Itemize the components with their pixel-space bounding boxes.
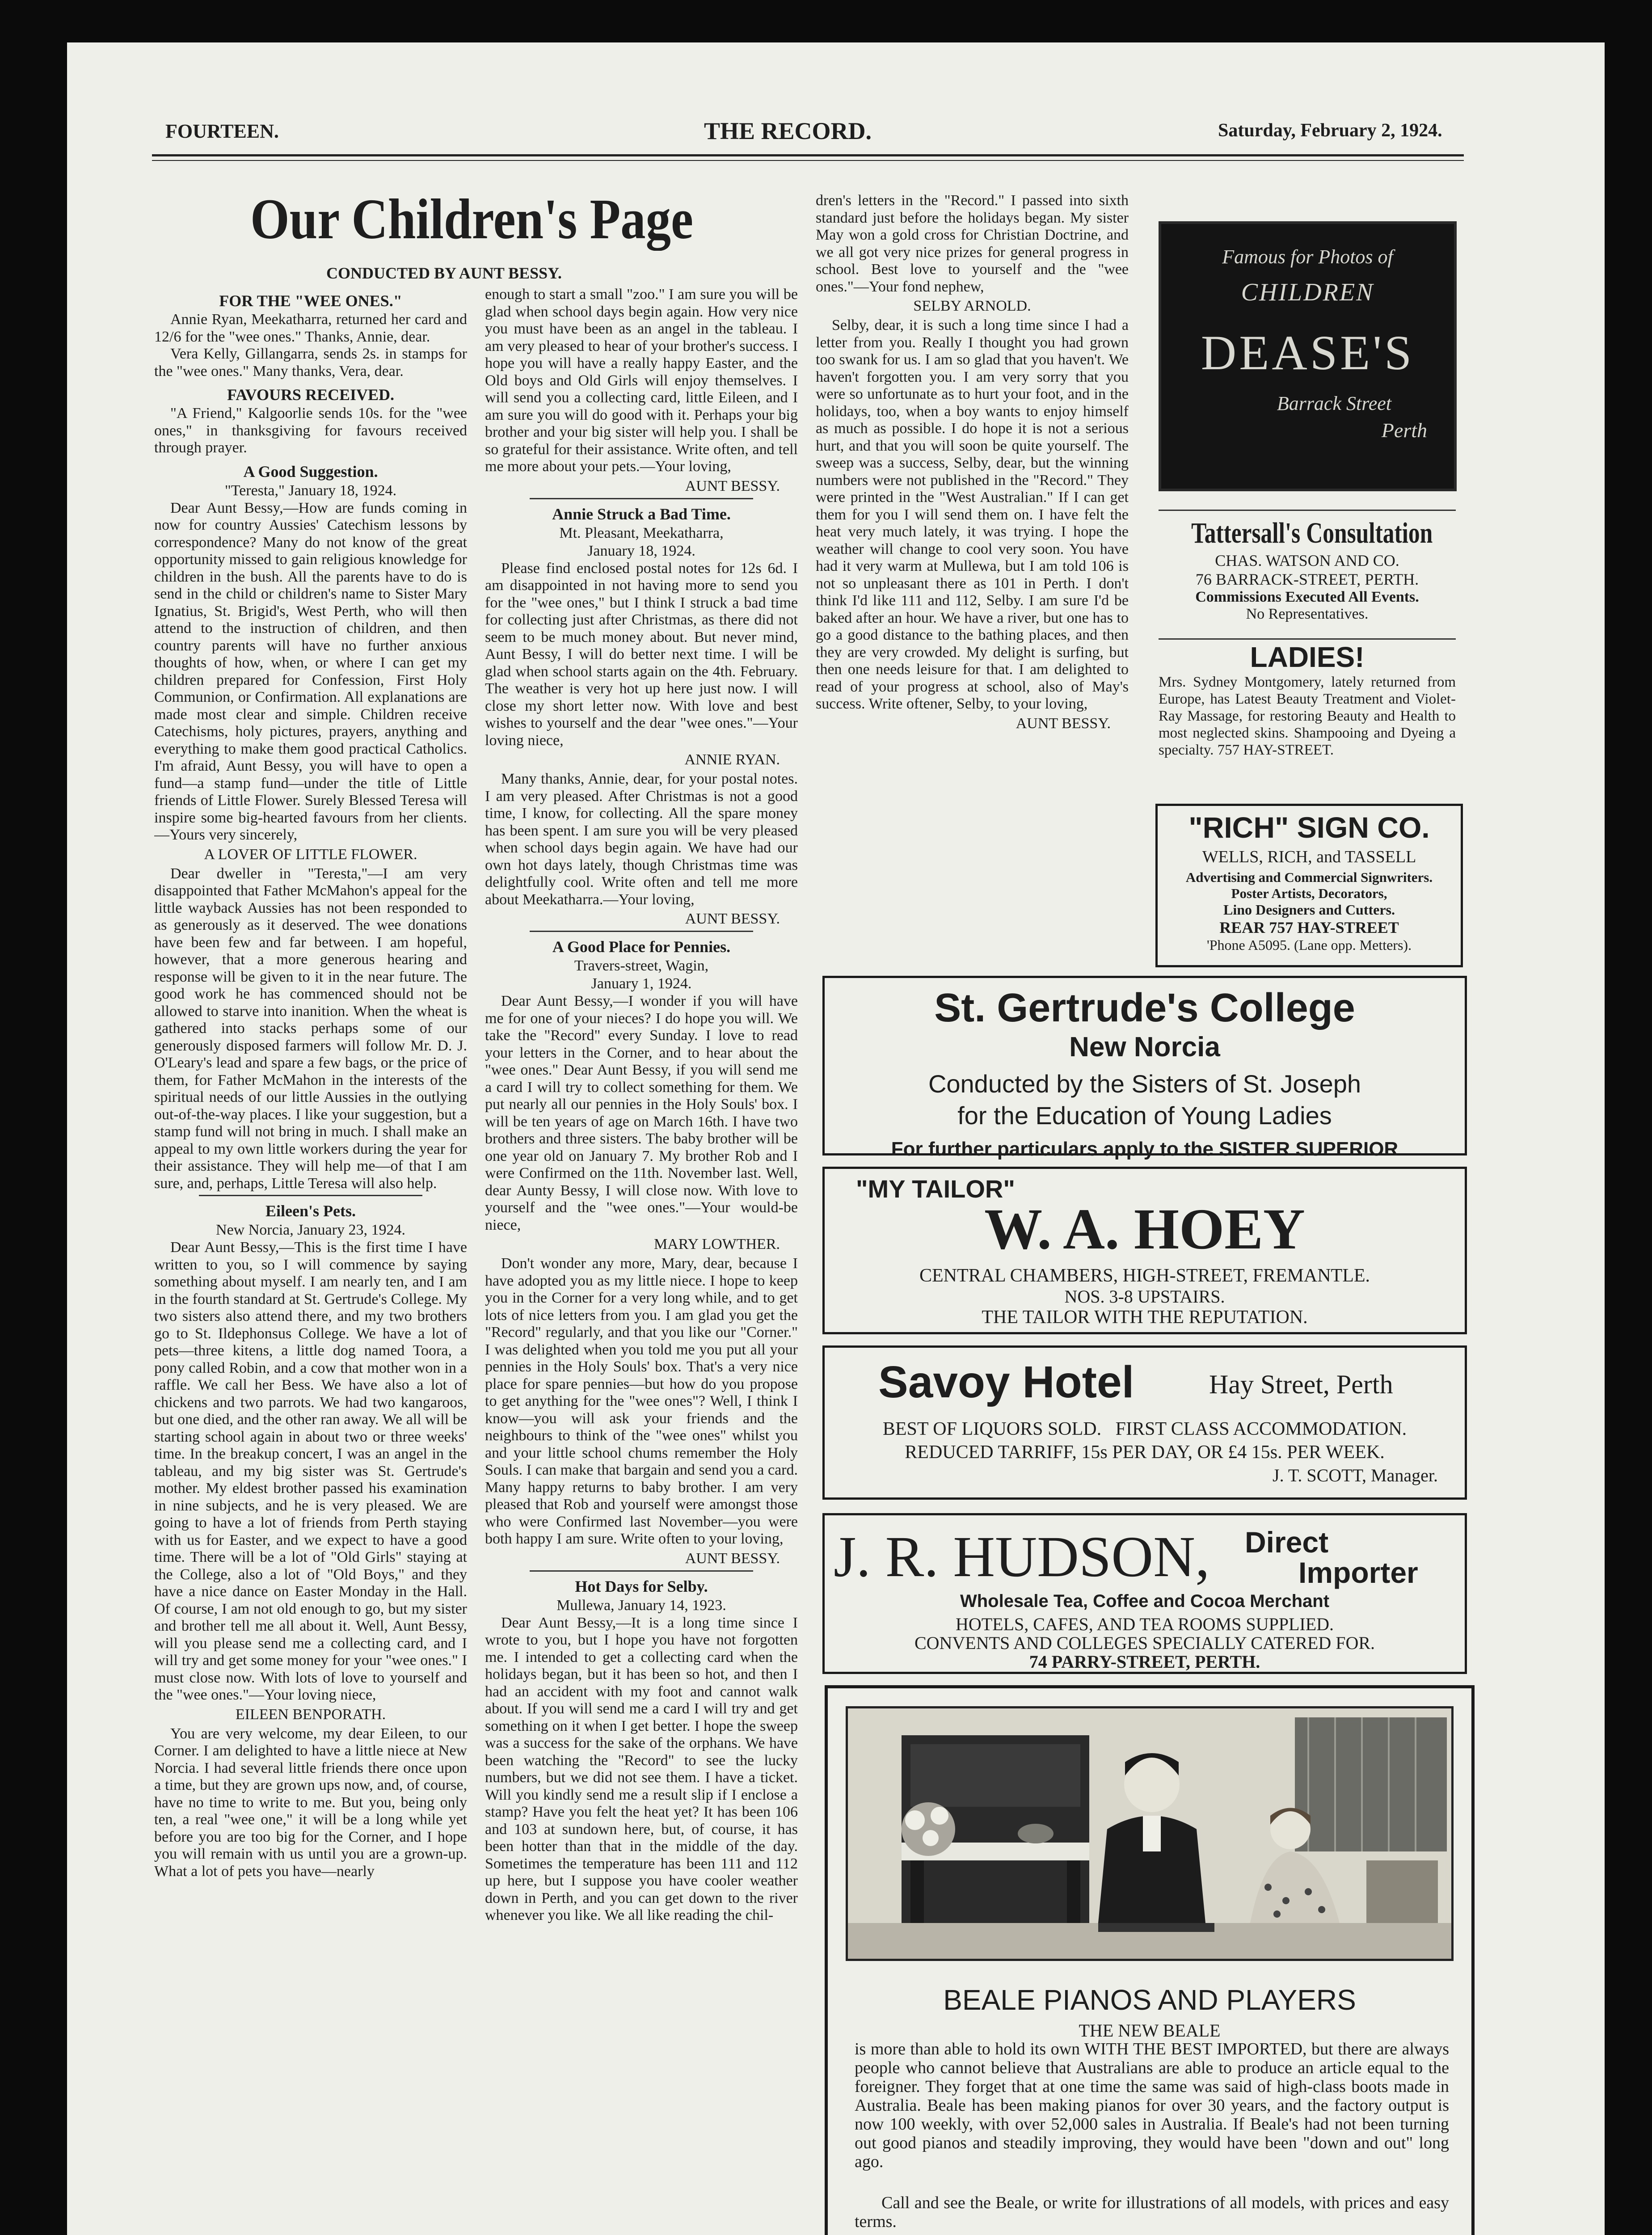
ad-line: New Norcia [1069, 1032, 1220, 1063]
ad-line: CHAS. WATSON AND CO. [1215, 552, 1399, 569]
ad-title: LADIES! [1250, 641, 1365, 673]
section-heading: FOR THE "WEE ONES." [219, 292, 402, 310]
paragraph: Annie Ryan, Meekatharra, returned her card and 12/6 for the "wee ones." Thanks, Annie, dear. [154, 311, 467, 345]
signature: EILEEN BENPORATH. [235, 1706, 386, 1723]
page-number: FOURTEEN. [165, 120, 279, 142]
college-name: St. Gertrude's College [934, 986, 1355, 1030]
divider [530, 498, 753, 499]
paragraph: You are very welcome, my dear Eileen, to our Corner. I am delighted to have a little niece at New Norcia. I had several little friends there once upon a time, but they are grown ups now, and, of course, have no time to write to me. But you, being only ten, a real "wee one," it will be a long while yet before you are too big for the Corner, and I hope you will remain with us until you are a grown-up. What a lot of pets you have—nearly [154, 1725, 467, 1880]
signature: A LOVER OF LITTLE FLOWER. [204, 846, 417, 863]
paragraph: Dear Aunt Bessy,—I wonder if you will have me for one of your nieces? I do hope you will. We take the "Record" every Sunday. I love to read your letters in the Corner, and to hear about the "wee ones." Dear Aunt Bessy, if you will send me a card I will try to collect something for them. We put nearly all our pennies in the Holy Souls' box. I will be ten years of age on March 16th. I have two brothers and three sisters. The baby brother will be one year old on January 7. My brother Rob and I were Confirmed on the 11th. November last. Well, dear Aunty Bessy, I will close now. With love to yourself and the "wee ones."—Your would-be niece, [485, 993, 798, 1233]
ad-line: Wholesale Tea, Coffee and Cocoa Merchant [960, 1591, 1330, 1611]
paragraph: Dear dweller in "Teresta,"—I am very disappointed that Father McMahon's appeal for the little wayback Aussies has not been responded to as generously as it deserved. The wee donations have been few and far between. I am hopeful, however, that a more generous hearing and response will be given to it in the near future. The good work he has commenced should not be allowed to starve into inanition. When the wheat is gathered into stacks perhaps some of our generously disposed farmers will follow Mr. D. J. O'Leary's lead and spare a few bags, or the price of them, for Father McMahon in the interests of the spiritual needs of our little Aussies in the outlying out-of-the-way places. I like your suggestion, but a stamp fund will not bring in much. I shall make an appeal to my own little workers during the year for their assistance. They will help me—of that I am sure, and, perhaps, Little Teresa will also help. [154, 865, 467, 1192]
tailor-name: W. A. HOEY [984, 1197, 1305, 1261]
letter-heading: Eileen's Pets. [266, 1202, 356, 1220]
signature: AUNT BESSY. [685, 911, 780, 927]
signature: AUNT BESSY. [1016, 715, 1111, 732]
section-conductor: CONDUCTED BY AUNT BESSY. [326, 264, 562, 282]
column-1 [154, 286, 467, 2235]
paragraph: enough to start a small "zoo." I am sure you will be glad when school days begin again. How very nice you must have been as an angel in the tableau. I am very pleased to hear of your brother's success. I hope you will have a really happy Easter, and the Old boys and Old Girls will enjoy themselves. I will send you a collecting card, little Eileen, and I am sure you will do good with it. Perhaps your big brother and your big sister will help you. I shall be so grateful for their assistance. Write often, and tell me more about your pets.—Your loving, [485, 286, 798, 475]
paragraph: Don't wonder any more, Mary, dear, because I have adopted you as my little niece. I hope to keep you in the Corner for a very long while, and to get lots of nice letters from you. I am glad you get the "Record" regularly, and that you like our "Corner." I was delighted when you told me you put all your pennies in the Holy Souls' box. That's a very nice place for spare pennies—but how do you propose to get anything for the "wee ones"? Well, I think I know—you will ask your friends and the neighbours to think of the "wee ones" whilst you and your little school chums remember the Holy Souls. I can make that bargain and send you a card. Many happy returns to baby brother. I am very pleased that Rob and yourself were amongst those who were Confirmed last November—you were both happy I am sure. Write often to your loving, [485, 1255, 798, 1547]
signature: SELBY ARNOLD. [913, 298, 1031, 314]
ad-line: 'Phone A5095. (Lane opp. Metters). [1206, 937, 1412, 953]
ad-line: REAR 757 HAY-STREET [1219, 919, 1399, 936]
ad-line: Advertising and Commercial Signwriters. Poster Artists, Decorators, [1185, 869, 1433, 901]
signature: AUNT BESSY. [685, 1550, 780, 1567]
ad-line: REDUCED TARRIFF, 15s PER DAY, OR £4 15s. PER WEEK. [905, 1442, 1385, 1463]
signature: ANNIE RYAN. [684, 751, 780, 768]
column-2 [485, 286, 798, 2235]
ad-tagline: "MY TAILOR" [856, 1175, 1015, 1203]
masthead-rule [152, 154, 1464, 156]
ad-line: NOS. 3-8 UPSTAIRS. [1064, 1286, 1225, 1307]
rich-sign-ad [1155, 804, 1463, 967]
ad-line: For further particulars apply to the SISTER SUPERIOR [891, 1138, 1399, 1160]
ad-line: Lino Designers and Cutters. [1223, 902, 1395, 918]
dease-name: DEASE'S [1201, 325, 1415, 380]
ad-line: THE TAILOR WITH THE REPUTATION. [982, 1307, 1308, 1328]
ad-line: BEST OF LIQUORS SOLD. FIRST CLASS ACCOMMODATION. [882, 1419, 1407, 1439]
beale-pianos-ad [825, 1685, 1475, 2235]
ad-line: HOTELS, CAFES, AND TEA ROOMS SUPPLIED. [955, 1614, 1334, 1634]
ad-line: CENTRAL CHAMBERS, HIGH-STREET, FREMANTLE. [919, 1265, 1370, 1286]
ad-line: Direct [1245, 1526, 1329, 1559]
tattersall-ad [1159, 510, 1456, 640]
column-3 [816, 192, 1129, 961]
paragraph: dren's letters in the "Record." I passed into sixth standard just before the holidays began. My sister May won a gold cross for Christian Doctrine, and we all got very nice prizes for general progress in school. Best love to yourself and the "wee ones."—Your fond nephew, [816, 192, 1129, 295]
ad-line: 74 PARRY-STREET, PERTH. [1029, 1652, 1260, 1672]
paragraph: Please find enclosed postal notes for 12s 6d. I am disappointed in not having more to send you for the "wee ones," but I think I struck a bad time for collecting just after Christmas, as there did not seem to be much money about. But never mind, Aunt Bessy, I will do better next time. I will be glad when school starts again on the 4th. February. The weather is very hot up here just now. I will close my short letter now. With love and best wishes to yourself and the dear "wee ones."—Your loving niece, [485, 560, 798, 749]
importer-name: J. R. HUDSON, [834, 1525, 1210, 1589]
letter-heading: A Good Suggestion. [243, 462, 378, 481]
letter-heading: Hot Days for Selby. [575, 1577, 708, 1595]
divider [530, 1570, 753, 1572]
ad-line: Conducted by the Sisters of St. Joseph [928, 1070, 1361, 1098]
st-gertrudes-ad [822, 976, 1467, 1160]
letter-heading: Annie Struck a Bad Time. [552, 505, 731, 523]
piano-illustration [846, 1706, 1454, 1961]
hoey-tailor-ad [822, 1167, 1467, 1334]
issue-date: Saturday, February 2, 1924. [1218, 120, 1442, 141]
ad-body: Call and see the Beale, or write for illustrations of all models, with prices and easy terms. [855, 2193, 1449, 2231]
piano-scene-image [848, 1708, 1451, 1959]
ad-line: CONVENTS AND COLLEGES SPECIALLY CATERED FOR. [914, 1633, 1375, 1653]
ad-title: Tattersall's Consultation [1191, 517, 1433, 549]
ad-body: is more than able to hold its own WITH THE BEST IMPORTED, but there are always people who cannot believe that Australians are able to produce an article equal to the foreigner. They forget that at one time the same was said of high-class boots made in Australia. Beale has been making pianos for over 30 years, and the factory output is now 100 weekly, with over 52,000 sales in Australia. If Beale's had not been turning out good pianos and steadily improving, they would have been "down and out" long ago. [855, 2040, 1449, 2171]
paragraph: Dear Aunt Bessy,—It is a long time since I wrote to you, but I hope you have not forgotten me. I intended to get a collecting card when the holidays began, but it has been so hot, and then I had an accident with my foot and cannot walk about. If you will send me a card I will try and get something on it when I get better. I hope the sweep was a success for the sake of the orphans. We have been watching the "Record" to see the lucky numbers, but we did not see them. I have a ticket. Will you kindly send me a result slip if I enclose a stamp? Have you felt the heat yet? It has been 106 and 103 at sundown here, but, of course, it has been hotter than that in the middle of the day. Sometimes the temperature has been 111 and 112 up here, but I suppose you have cooler weather down in Perth, and you can get down to the river whenever you like. We all like reading the chil- [485, 1614, 798, 1923]
section-heading: FAVOURS RECEIVED. [227, 386, 394, 404]
ad-line: Famous for Photos of [1222, 246, 1393, 268]
ad-line: CHILDREN [1241, 278, 1374, 306]
hudson-importer-ad [822, 1513, 1467, 1674]
paragraph: Dear Aunt Bessy,—This is the first time I have written to you, so I will commence by saying something about myself. I am nearly ten, and I am in the fourth standard at St. Gertrude's College. My two sisters also attend there, and my two brothers go to St. Ildephonsus College. We have a lot of pets—three kitens, a little dog named Toora, a pony called Robin, and a cow that mother won in a raffle. We call her Bess. We have also a lot of chickens and two parrots. We had two kangaroos, but one died, and the other ran away. We all will be starting school again in about two or three weeks' time. In the breakup concert, I was an angel in the tableau, and my big sister was St. Gertrude's mother. My eldest brother passed his examination in nine subjects, and he is very pleased. We are going to have a lot of friends from Perth staying with us for Easter, and we expect to have a good time. There will be a lot of "Old Girls" staying at the College, also a lot of "Old Boys," and they have a nice dance on Easter Monday in the Hall. Of course, I am not old enough to go, but my sister and brother tell me all about it. Well, Aunt Bessy, will you please send me a collecting card, and I will try and get some money for your "wee ones." I must close now. With lots of love to yourself and the "wee ones."—Your loving niece, [154, 1239, 467, 1703]
dease-photo-ad [1159, 221, 1457, 491]
letter-dateline: Travers-street, Wagin, January 1, 1924. [574, 957, 709, 992]
paragraph: Dear Aunt Bessy,—How are funds coming in now for country Aussies' Catechism lessons by correspondence? Many do not know of the great opportunity missed to gain religious knowledge for children in the bush. All the parents have to do is send in the child or children's name to Sister Mary Ignatius, St. Brigid's, West Perth, who will then attend to the instruction of children, and then country parents will have no further anxious thoughts of how, when, or where I can get my children prepared for Confession, First Holy Communion, or Confirmation. All explanations are made most clear and simple. Children receive Catechisms, holy pictures, prayers, anything and everything to make them good practical Catholics. I'm afraid, Aunt Bessy, you will have to open a fund—a stamp fund—under the title of Little friends of Little Flower. Surely Blessed Teresa will inspire some big-hearted favours from her clients.—Yours very sincerely, [154, 499, 467, 843]
letter-dateline: "Teresta," January 18, 1924. [224, 482, 397, 499]
ad-line: J. T. SCOTT, Manager. [1273, 1465, 1438, 1485]
divider [530, 931, 753, 932]
paragraph: Vera Kelly, Gillangarra, sends 2s. in stamps for the "wee ones." Many thanks, Vera, dear. [154, 346, 467, 380]
paragraph: Many thanks, Annie, dear, for your postal notes. I am very pleased. After Christmas is not a good time, I know, for collecting. All the spare money has been spent. I am sure you will be very pleased when school days begin again. We have had our own hot days lately, though Christmas time was delightfully cool. Write often and tell me more about Meekatharra.—Your loving, [485, 771, 798, 908]
ad-line: Importer [1298, 1556, 1418, 1589]
ad-line: THE NEW BEALE [1079, 2020, 1221, 2041]
hotel-name: Savoy Hotel [878, 1357, 1134, 1407]
ad-line: Perth [1381, 419, 1427, 442]
paragraph: "A Friend," Kalgoorlie sends 10s. for the "wee ones," in thanksgiving for favours received through prayer. [154, 405, 467, 456]
letter-heading: A Good Place for Pennies. [552, 938, 731, 956]
beale-title: BEALE PIANOS AND PLAYERS [943, 1984, 1356, 2016]
signature: AUNT BESSY. [685, 477, 780, 494]
ad-body: Mrs. Sydney Montgomery, lately returned from Europe, has Latest Beauty Treatment and Violet-Ray Massage, for restoring Beauty and Health to most neglected skins. Shampooing and Dyeing a specialty. 757 HAY-STREET. [1159, 674, 1456, 758]
ad-line: Commissions Executed All Events. [1195, 589, 1419, 605]
paragraph: Selby, dear, it is such a long time since I had a letter from you. Really I thought you had grown too swank for us. I am so glad that you haven't. We haven't forgotten you. I am very sorry that you were so unfortunate as to hurt your foot, and in the holidays, too, when a boy wants to enjoy himself as much as possible. I do hope it is not a serious hurt, and that you will soon be quite yourself. The sweep was a success, Selby, dear, but the winning numbers were not published in the "Record." They were printed in the "West Australian." If I can get them for you I will send them on. I have felt the heat very much lately, it was trying. I hope the weather will change to cool very soon. You have had it very warm at Mullewa, but I am told 106 is not so unpleasant there as 101 in Perth. I don't think I'd like 111 and 112, Selby. I am sure I'd be baked after an hour. We have a river, but one has to go a good distance to the bathing places, and then they are very crowded. My delight is surfing, but then one needs leisure for that. I am delighted to read of your progress at school, also of May's success. Write oftener, Selby, to your loving, [816, 317, 1129, 712]
divider [199, 1195, 422, 1196]
ad-line: 76 BARRACK-STREET, PERTH. [1195, 570, 1419, 588]
newspaper-name: THE RECORD. [704, 118, 872, 144]
ladies-ad [1159, 637, 1456, 789]
letter-dateline: Mullewa, January 14, 1923. [556, 1597, 726, 1614]
masthead-rule-thin [152, 160, 1464, 161]
letter-dateline: Mt. Pleasant, Meekatharra, January 18, 1924. [559, 524, 724, 559]
ad-line: Barrack Street [1277, 392, 1391, 414]
letter-dateline: New Norcia, January 23, 1924. [216, 1222, 405, 1238]
savoy-hotel-ad [822, 1345, 1467, 1500]
ad-line: for the Education of Young Ladies [957, 1101, 1332, 1130]
ad-line: WELLS, RICH, and TASSELL [1202, 848, 1416, 866]
signature: MARY LOWTHER. [653, 1236, 780, 1252]
section-title: Our Children's Page [250, 187, 693, 251]
ad-line: No Representatives. [1246, 606, 1369, 622]
ad-title: "RICH" SIGN CO. [1188, 811, 1430, 844]
ad-line: Hay Street, Perth [1209, 1370, 1393, 1399]
